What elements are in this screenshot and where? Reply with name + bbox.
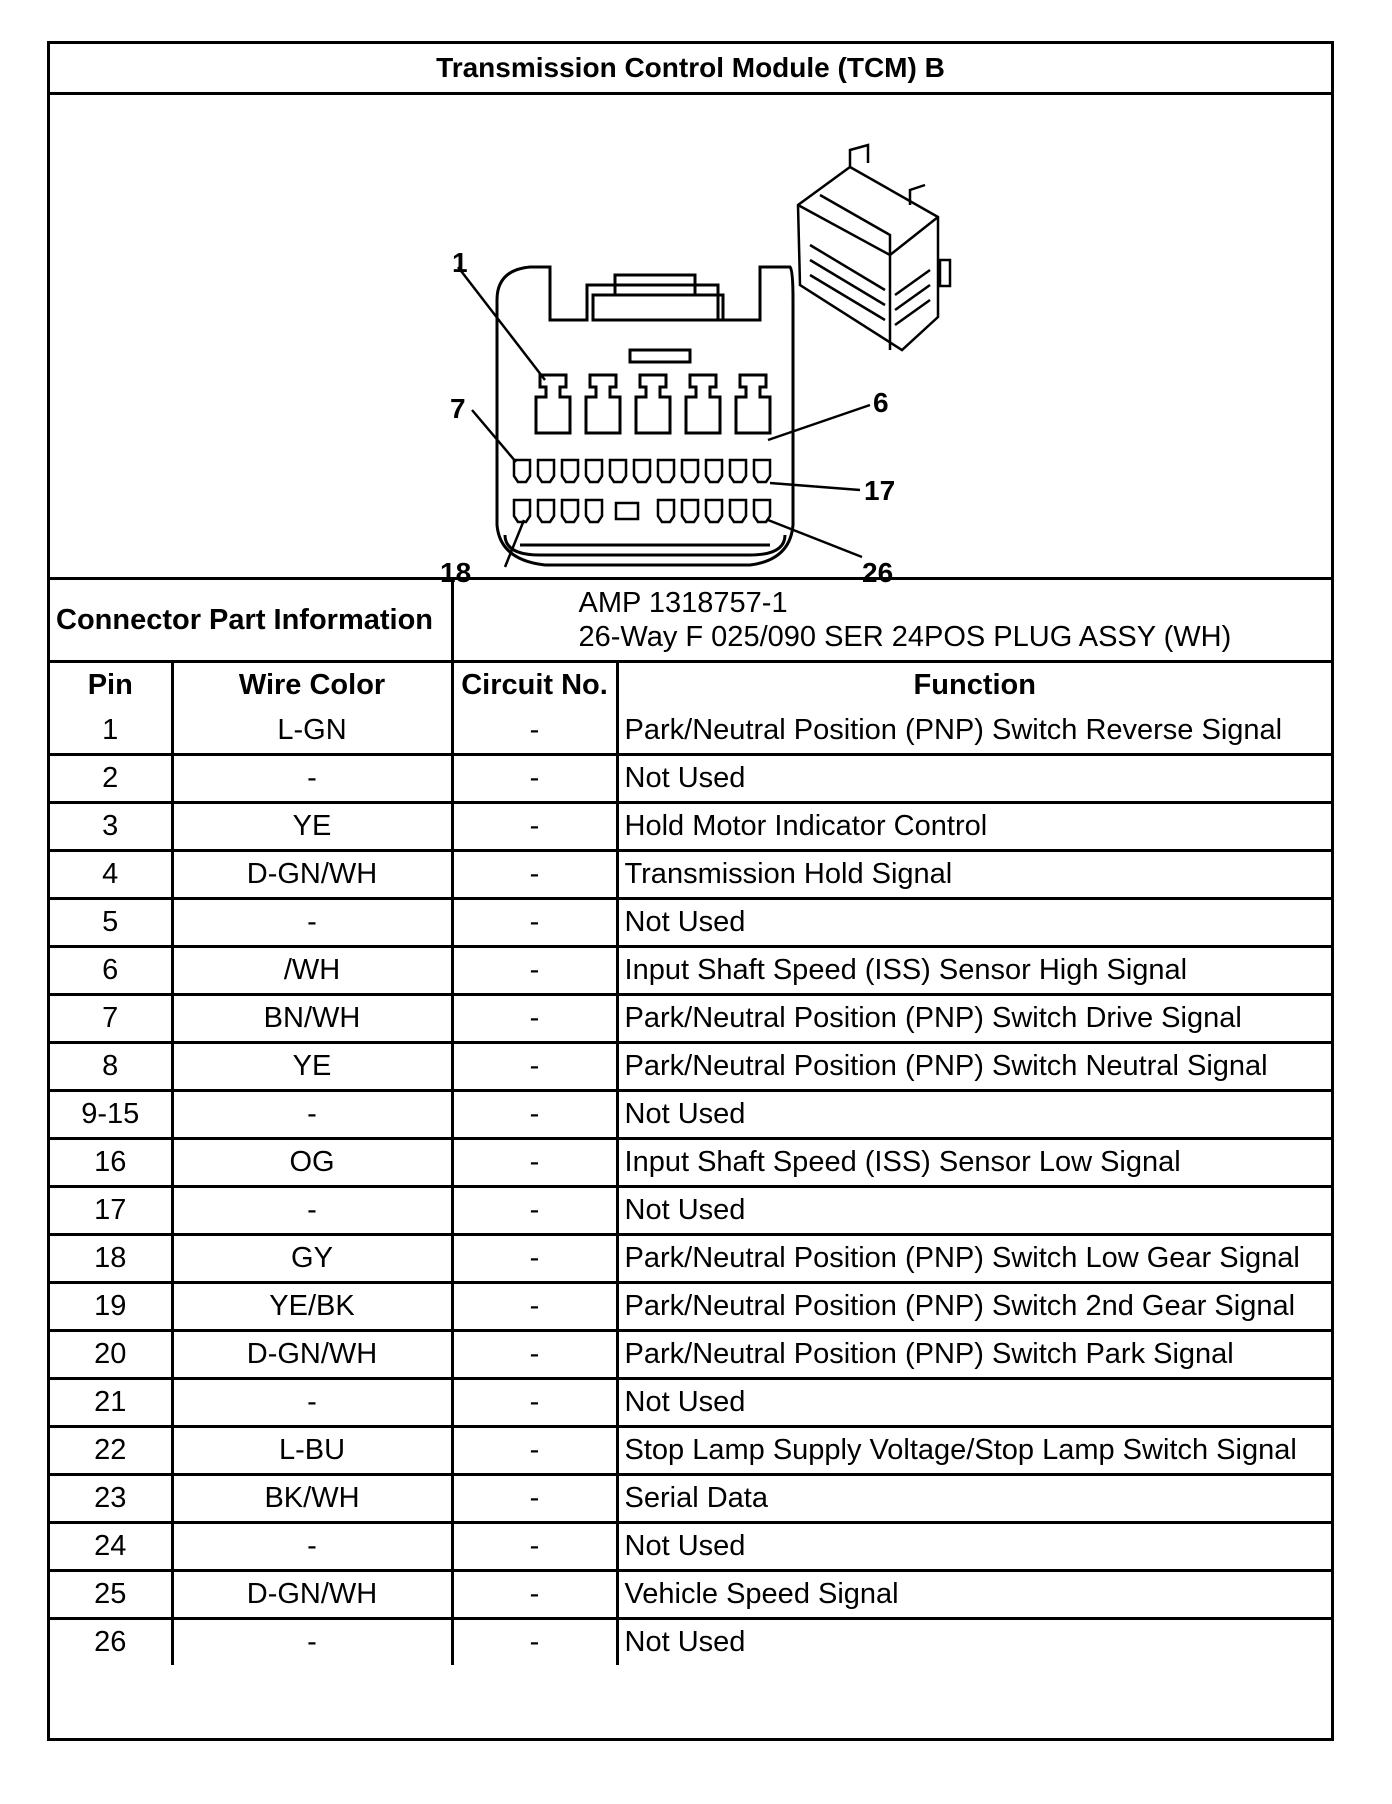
pin-callout-26: 26 (862, 557, 894, 588)
wire-color-cell: - (172, 1523, 452, 1571)
col-header-pin: Pin (50, 662, 172, 709)
wire-color-cell: - (172, 899, 452, 947)
function-cell: Park/Neutral Position (PNP) Switch 2nd Gear Signal (617, 1283, 1331, 1331)
function-cell: Input Shaft Speed (ISS) Sensor High Signal (617, 947, 1331, 995)
wire-color-cell: D-GN/WH (172, 1331, 452, 1379)
table-row (50, 1043, 1331, 1091)
pin-cell: 3 (50, 803, 172, 851)
function-cell: Not Used (617, 1379, 1331, 1427)
wire-color-cell: L-GN (172, 708, 452, 755)
function-cell: Not Used (617, 1619, 1331, 1666)
pin-cell: 23 (50, 1475, 172, 1523)
circuit-cell: - (452, 851, 617, 899)
table-row (50, 1475, 1331, 1523)
wire-color-cell: L-BU (172, 1427, 452, 1475)
header-row (50, 662, 1331, 709)
top-row-cavities (536, 375, 788, 433)
wire-color-cell: YE (172, 1043, 452, 1091)
table-row (50, 755, 1331, 803)
wire-color-cell: - (172, 755, 452, 803)
pin-cell: 7 (50, 995, 172, 1043)
pin-cell: 20 (50, 1331, 172, 1379)
circuit-cell: - (452, 1475, 617, 1523)
wire-color-cell: YE/BK (172, 1283, 452, 1331)
wire-color-cell: /WH (172, 947, 452, 995)
wire-color-cell: OG (172, 1139, 452, 1187)
circuit-cell: - (452, 1379, 617, 1427)
pin-cell: 5 (50, 899, 172, 947)
wire-color-cell: D-GN/WH (172, 1571, 452, 1619)
circuit-cell: - (452, 1139, 617, 1187)
function-cell: Park/Neutral Position (PNP) Switch Park Signal (617, 1331, 1331, 1379)
function-cell: Park/Neutral Position (PNP) Switch Drive Signal (617, 995, 1331, 1043)
table-row (50, 1619, 1331, 1666)
circuit-cell: - (452, 1427, 617, 1475)
function-cell: Transmission Hold Signal (617, 851, 1331, 899)
connector-part-number: AMP 1318757-1 (578, 587, 788, 619)
circuit-cell: - (452, 1283, 617, 1331)
circuit-cell: - (452, 899, 617, 947)
table-row (50, 1379, 1331, 1427)
table-row (50, 1331, 1331, 1379)
connector-face-drawing (50, 95, 1331, 577)
connector-sheet (47, 41, 1334, 1741)
circuit-cell: - (452, 708, 617, 755)
pin-callout-18: 18 (440, 557, 472, 588)
pin-cell: 6 (50, 947, 172, 995)
pin-cell: 26 (50, 1619, 172, 1666)
table-row (50, 851, 1331, 899)
function-cell: Not Used (617, 755, 1331, 803)
pin-cell: 9-15 (50, 1091, 172, 1139)
connector-info-label: Connector Part Information (50, 580, 452, 662)
table-row (50, 1187, 1331, 1235)
wire-color-cell: D-GN/WH (172, 851, 452, 899)
table-row (50, 803, 1331, 851)
connector-info-value (452, 580, 1331, 662)
circuit-cell: - (452, 1331, 617, 1379)
pin-cell: 21 (50, 1379, 172, 1427)
wire-color-cell: - (172, 1619, 452, 1666)
pin-cell: 4 (50, 851, 172, 899)
pin-cell: 19 (50, 1283, 172, 1331)
pin-cell: 16 (50, 1139, 172, 1187)
function-cell: Stop Lamp Supply Voltage/Stop Lamp Switch Signal (617, 1427, 1331, 1475)
pin-callout-7: 7 (450, 393, 466, 424)
pin-cell: 24 (50, 1523, 172, 1571)
wire-color-cell: - (172, 1091, 452, 1139)
table-row (50, 708, 1331, 755)
table-row (50, 995, 1331, 1043)
table-row (50, 1139, 1331, 1187)
function-cell: Not Used (617, 1523, 1331, 1571)
wire-color-cell: BN/WH (172, 995, 452, 1043)
circuit-cell: - (452, 803, 617, 851)
circuit-cell: - (452, 1619, 617, 1666)
circuit-cell: - (452, 755, 617, 803)
circuit-cell: - (452, 995, 617, 1043)
page-title: Transmission Control Module (TCM) B (50, 44, 1331, 95)
col-header-circuit-no: Circuit No. (452, 662, 617, 709)
table-row (50, 1523, 1331, 1571)
table-row (50, 1427, 1331, 1475)
table-row (50, 1283, 1331, 1331)
function-cell: Not Used (617, 899, 1331, 947)
pin-cell: 8 (50, 1043, 172, 1091)
circuit-cell: - (452, 1235, 617, 1283)
pinout-table (50, 580, 1331, 1665)
pin-cell: 18 (50, 1235, 172, 1283)
table-row (50, 899, 1331, 947)
wire-color-cell: - (172, 1187, 452, 1235)
function-cell: Park/Neutral Position (PNP) Switch Low Gear Signal (617, 1235, 1331, 1283)
pin-cell: 22 (50, 1427, 172, 1475)
wire-color-cell: - (172, 1379, 452, 1427)
circuit-cell: - (452, 1187, 617, 1235)
pin-callout-1: 1 (452, 247, 468, 278)
table-row (50, 1235, 1331, 1283)
circuit-cell: - (452, 1571, 617, 1619)
function-cell: Serial Data (617, 1475, 1331, 1523)
wire-color-cell: YE (172, 803, 452, 851)
pin-callout-6: 6 (873, 387, 889, 418)
circuit-cell: - (452, 1523, 617, 1571)
function-cell: Park/Neutral Position (PNP) Switch Reverse Signal (617, 708, 1331, 755)
connector-info-row (50, 580, 1331, 662)
function-cell: Input Shaft Speed (ISS) Sensor Low Signal (617, 1139, 1331, 1187)
col-header-wire-color: Wire Color (172, 662, 452, 709)
table-row (50, 947, 1331, 995)
pin-cell: 17 (50, 1187, 172, 1235)
function-cell: Park/Neutral Position (PNP) Switch Neutral Signal (617, 1043, 1331, 1091)
wire-color-cell: BK/WH (172, 1475, 452, 1523)
pin-cell: 25 (50, 1571, 172, 1619)
circuit-cell: - (452, 947, 617, 995)
wire-color-cell: GY (172, 1235, 452, 1283)
function-cell: Hold Motor Indicator Control (617, 803, 1331, 851)
middle-row-cavities (514, 460, 770, 482)
circuit-cell: - (452, 1043, 617, 1091)
table-row (50, 1571, 1331, 1619)
table-row (50, 1091, 1331, 1139)
function-cell: Vehicle Speed Signal (617, 1571, 1331, 1619)
connector-iso-view (798, 145, 950, 350)
connector-description: 26-Way F 025/090 SER 24POS PLUG ASSY (WH) (578, 621, 1232, 653)
pin-cell: 2 (50, 755, 172, 803)
function-cell: Not Used (617, 1187, 1331, 1235)
circuit-cell: - (452, 1091, 617, 1139)
connector-figure (50, 95, 1331, 588)
bottom-row-cavities (514, 500, 770, 522)
pin-cell: 1 (50, 708, 172, 755)
function-cell: Not Used (617, 1091, 1331, 1139)
col-header-function: Function (617, 662, 1331, 709)
pin-callout-17: 17 (864, 475, 896, 506)
